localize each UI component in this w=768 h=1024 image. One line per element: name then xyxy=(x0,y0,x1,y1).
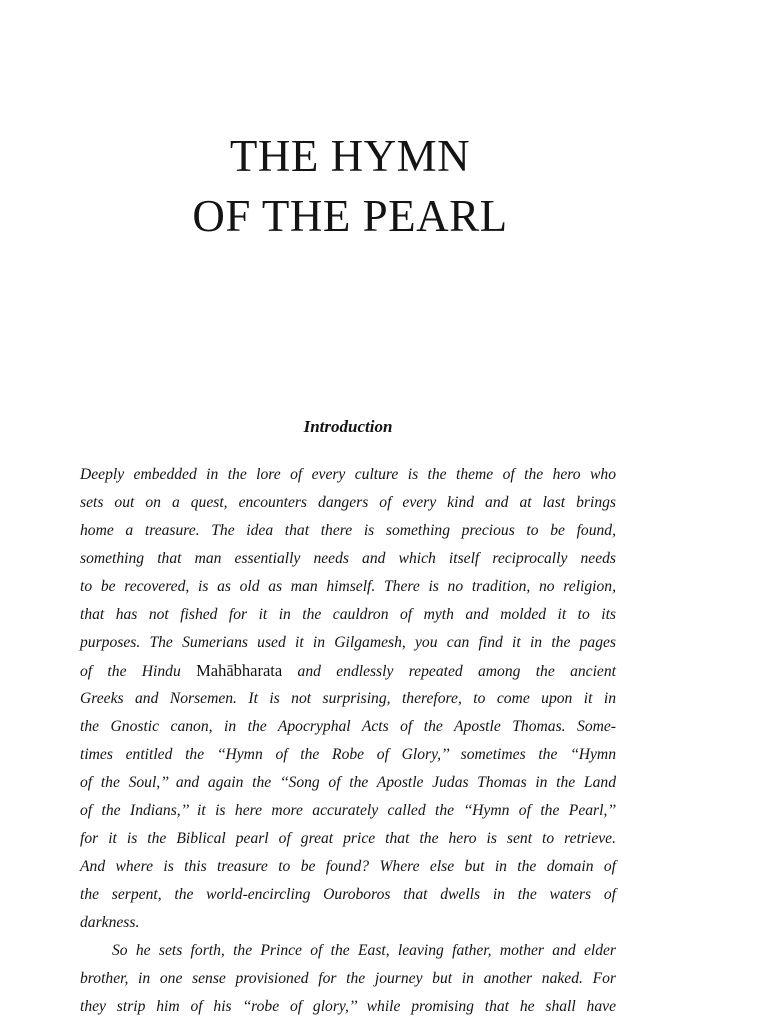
text-fragment: and endlessly repeated among the ancient xyxy=(282,663,616,680)
text-line: they strip him of his ‘‘robe of glory,’’ while promising that he shall have xyxy=(80,998,616,1015)
text-line: home a treasure. The idea that there is something precious to be found, xyxy=(80,522,616,539)
text-line: of the Soul,’’ and again the ‘‘Song of the Apostle Judas Thomas in the Land xyxy=(80,774,616,791)
text-fragment: of the Hindu xyxy=(80,663,197,680)
text-line: to be recovered, is as old as man himself. There is no tradition, no religion, xyxy=(80,578,616,595)
chapter-title-line-2: OF THE PEARL xyxy=(192,191,508,241)
text-line xyxy=(80,657,616,685)
mahabharata-title: Mahābharata xyxy=(196,661,283,680)
text-line: for it is the Biblical pearl of great price that the hero is sent to retrieve. xyxy=(80,830,616,847)
text-line: the serpent, the world-encircling Ouroboros that dwells in the waters of xyxy=(80,886,616,903)
text-line: of the Indians,’’ it is here more accurately called the ‘‘Hymn of the Pearl,’’ xyxy=(80,802,616,819)
text-line: that has not fished for it in the cauldron of myth and molded it to its xyxy=(80,606,616,623)
text-line: darkness. xyxy=(80,914,140,931)
paragraph-1 xyxy=(80,461,616,937)
chapter-title-line-1: THE HYMN xyxy=(229,131,471,181)
text-line: times entitled the ‘‘Hymn of the Robe of Glory,’’ sometimes the ‘‘Hymn xyxy=(80,746,616,763)
text-line: sets out on a quest, encounters dangers of every kind and at last brings xyxy=(80,494,616,511)
text-line: something that man essentially needs and which itself reciprocally needs xyxy=(80,550,616,567)
text-line: So he sets forth, the Prince of the East, leaving father, mother and elder xyxy=(112,942,616,959)
text-line: the Gnostic canon, in the Apocryphal Acts of the Apostle Thomas. Some- xyxy=(80,718,616,735)
text-line: purposes. The Sumerians used it in Gilgamesh, you can find it in the pages xyxy=(80,634,616,651)
text-line: Deeply embedded in the lore of every culture is the theme of the hero who xyxy=(80,466,616,483)
introduction-heading: Introduction xyxy=(303,417,393,436)
body-text xyxy=(80,461,616,1021)
text-line: And where is this treasure to be found? Where else but in the domain of xyxy=(80,858,616,875)
chapter-title xyxy=(150,126,550,246)
paragraph-2 xyxy=(80,937,616,1021)
text-line: Greeks and Norsemen. It is not surprising, therefore, to come upon it in xyxy=(80,690,616,707)
text-line: brother, in one sense provisioned for the journey but in another naked. For xyxy=(80,970,616,987)
